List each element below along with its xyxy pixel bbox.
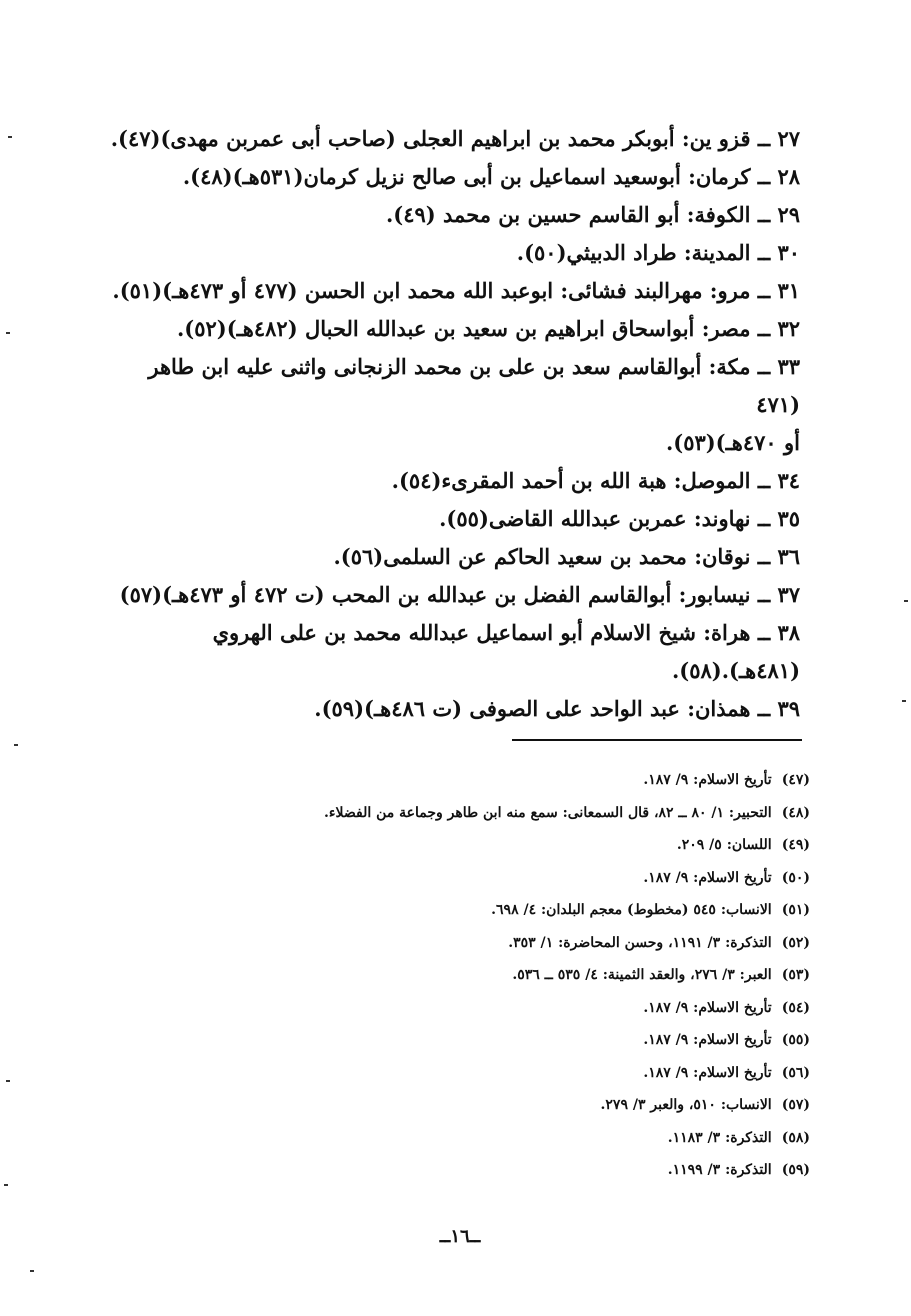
footnote-49: [240, 829, 810, 862]
entry-34: ٣٤ ــ الموصل: هبة الله بن أحمد المقرىء(٥٤).: [391, 468, 800, 493]
footnote-number: (٥٢): [781, 934, 810, 951]
entry-38: ٣٨ ــ هراة: شيخ الاسلام أبو اسماعيل عبدالله محمد بن على الهروي: [212, 620, 800, 645]
footnote-number: (٥٠): [781, 869, 810, 886]
footnote-text: التذكرة: ٣/ ١١٩١، وحسن المحاضرة: ١/ ٣٥٣.: [508, 934, 772, 951]
footnote-number: (٥١): [781, 902, 810, 918]
footnote-number: (٥٥): [781, 1032, 810, 1048]
scan-speck: [30, 1270, 34, 1272]
footnote-56: [240, 1057, 810, 1090]
scan-speck: [902, 700, 906, 702]
scan-speck: [8, 136, 12, 138]
entry-35: ٣٥ ــ نهاوند: عمربن عبدالله القاضى(٥٥).: [439, 506, 800, 531]
footnote-text: تأريخ الاسلام: ٩/ ١٨٧.: [643, 999, 772, 1016]
entry-38-continued: (٤٨١هـ).(٥٨).: [671, 658, 800, 683]
page-number: ــ١٦ــ: [439, 1226, 481, 1247]
scan-speck: [904, 600, 908, 602]
footnote-text: تأريخ الاسلام: ٩/ ١٨٧.: [643, 869, 772, 886]
footnote-47: [240, 764, 810, 797]
footnote-59: [240, 1154, 810, 1187]
footnote-57: [240, 1089, 810, 1122]
scan-speck: [14, 744, 18, 746]
footnote-number: (٤٩): [781, 837, 810, 853]
scan-speck: [4, 1184, 8, 1186]
footnote-text: الانساب: ٥٤٥ (مخطوط) معجم البلدان: ٤/ ٦٩٨.: [491, 902, 772, 918]
footnote-text: التذكرة: ٣/ ١١٩٩.: [667, 1162, 772, 1178]
footnote-divider: [512, 739, 802, 741]
footnote-number: (٤٧): [781, 772, 810, 788]
entry-32: ٣٢ ــ مصر: أبواسحاق ابراهيم بن سعيد بن عبدالله الحبال (٤٨٢هـ)(٥٢).: [176, 316, 800, 341]
footnote-54: [240, 992, 810, 1025]
footnote-text: العبر: ٣/ ٢٧٦، والعقد الثمينة: ٤/ ٥٣٥ ــ ٥٣٦.: [512, 967, 772, 983]
entry-37: ٣٧ ــ نيسابور: أبوالقاسم الفضل بن عبدالله بن المحب (ت ٤٧٢ أو ٤٧٣هـ)(٥٧): [119, 582, 800, 607]
entry-30: ٣٠ ــ المدينة: طراد الدبيثي(٥٠).: [516, 240, 800, 265]
footnote-number: (٤٨): [781, 804, 810, 821]
footnote-50: [240, 862, 810, 895]
footnote-51: [240, 894, 810, 927]
footnote-48: [240, 797, 810, 830]
footnote-text: التذكرة: ٣/ ١١٨٣.: [667, 1129, 772, 1146]
main-text: [110, 120, 800, 728]
footnote-text: اللسان: ٥/ ٢٠٩.: [676, 837, 772, 853]
entry-28: ٢٨ ــ كرمان: أبوسعيد اسماعيل بن أبى صالح نزيل كرمان(٥٣١هـ)(٤٨).: [182, 164, 800, 189]
footnote-number: (٥٩): [781, 1162, 810, 1178]
footnote-text: التحبير: ١/ ٨٠ ــ ٨٢، قال السمعانى: سمع منه ابن طاهر وجماعة من الفضلاء.: [324, 804, 772, 821]
entry-36: ٣٦ ــ نوقان: محمد بن سعيد الحاكم عن السلمى(٥٦).: [333, 544, 800, 569]
footnote-number: (٥٦): [781, 1064, 810, 1081]
footnote-number: (٥٤): [781, 999, 810, 1016]
scan-speck: [6, 1080, 10, 1082]
footnote-52: [240, 927, 810, 960]
entry-29: ٢٩ ــ الكوفة: أبو القاسم حسين بن محمد (٤٩).: [385, 202, 800, 227]
entry-33-continued: أو ٤٧٠هـ)(٥٣).: [665, 430, 800, 455]
footnote-number: (٥٨): [781, 1129, 810, 1146]
footnote-text: تأريخ الاسلام: ٩/ ١٨٧.: [643, 772, 772, 788]
footnote-number: (٥٧): [781, 1097, 810, 1113]
entry-31: ٣١ ــ مرو: مهرالبند فشائى: ابوعبد الله محمد ابن الحسن (٤٧٧ أو ٤٧٣هـ)(٥١).: [112, 278, 800, 303]
scan-speck: [6, 332, 10, 334]
entry-27: ٢٧ ــ قزو ين: أبوبكر محمد بن ابراهيم العجلى (صاحب أبى عمربن مهدى)(٤٧).: [110, 126, 800, 151]
footnotes: [240, 764, 810, 1187]
footnote-text: تأريخ الاسلام: ٩/ ١٨٧.: [643, 1064, 772, 1081]
footnote-number: (٥٣): [781, 967, 810, 983]
footnote-text: تأريخ الاسلام: ٩/ ١٨٧.: [643, 1032, 772, 1048]
footnote-text: الانساب: ٥١٠، والعبر ٣/ ٢٧٩.: [600, 1097, 772, 1113]
entry-39: ٣٩ ــ همذان: عبد الواحد على الصوفى (ت ٤٨٦هـ)(٥٩).: [314, 696, 800, 721]
footnote-55: [240, 1024, 810, 1057]
footnote-58: [240, 1122, 810, 1155]
entry-33: ٣٣ ــ مكة: أبوالقاسم سعد بن على بن محمد الزنجانى واثنى عليه ابن طاهر (٤٧١: [148, 354, 800, 417]
footnote-53: [240, 959, 810, 992]
